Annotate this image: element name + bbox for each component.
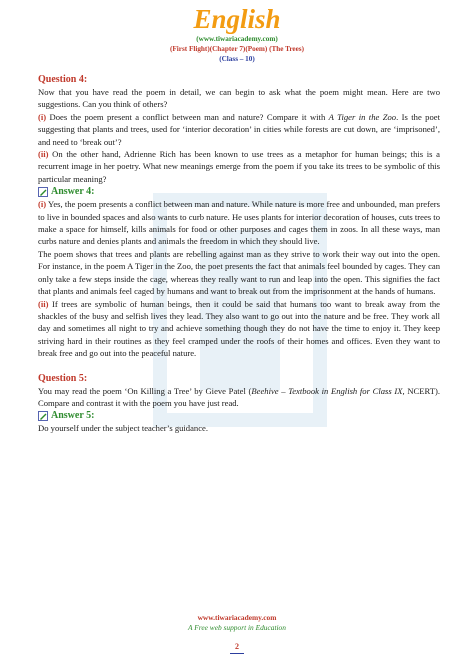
main-content: [38, 73, 440, 435]
part-i-text-b: . Is the poet suggesting that plants and trees, used for ‘interior decoration’ in cities while forests are cut down, are ‘imprisoned’, and need to ‘break out’?: [38, 111, 440, 147]
question-5-text-a: You may read the poem ‘On Killing a Tree’ by Gieve Patel (: [38, 385, 252, 396]
answer-5-text: Do yourself under the subject teacher’s guidance.: [38, 423, 208, 434]
page-footer: [0, 613, 474, 654]
question-4-intro: Now that you have read the poem in detail, we can begin to ask what the poem might mean. Here are two suggestions. Can you think of others?: [38, 87, 440, 110]
website-link[interactable]: (www.tiwariacademy.com): [196, 35, 278, 43]
footer-tagline: A Free web support in Education: [188, 623, 286, 632]
part-i-poem-title: A Tiger in the Zoo: [328, 111, 397, 122]
question-4-part-i: [38, 111, 440, 148]
question-4-part-ii: [38, 148, 440, 185]
answer-5-label: Answer 5:: [51, 410, 95, 422]
answer-ii-marker: (ii): [38, 298, 49, 309]
answer-i-marker: (i): [38, 199, 47, 210]
answer-4-label: Answer 4:: [51, 186, 95, 198]
question-4-heading: Question 4:: [38, 74, 88, 85]
part-i-text-a: Does the poem present a conflict between man and nature? Compare it with: [46, 111, 329, 122]
answer-4-para-ii: [38, 298, 440, 360]
pencil-icon: [38, 187, 48, 197]
answer-5-heading: [38, 409, 440, 422]
answer-4-para-2: The poem shows that trees and plants are rebelling against man as they strive to work their way out into the open. For instance, in the poem A Tiger in the Zoo, the poet presents the fact that animals feel bounded by cages. They can only take a few steps inside the cage, whereas they really want to run and leap into the open. This signifies the fact that plants and animals feel caged by humans and want to break out from the imprisonment at the hands of humans.: [38, 248, 440, 297]
page-number-underline: [230, 653, 244, 654]
question-5-heading: Question 5:: [38, 372, 88, 384]
class-info: (Class – 10): [219, 55, 255, 63]
question-5-book-title: Beehive – Textbook in English for Class IX: [251, 385, 403, 396]
part-i-marker: (i): [38, 111, 47, 122]
answer-4-para-i: [38, 198, 440, 248]
page-header: [0, 4, 474, 64]
page-number: 2: [235, 642, 239, 651]
chapter-info: (First Flight)(Chapter 7)(Poem) (The Trees): [170, 45, 304, 53]
answer-ii-text: If trees are symbolic of human beings, then it could be said that humans too want to break away from the shackles of the busy and selfish lives they lead. They also want to go out into the nature and be free. They work all day and sometimes all night to try and achieve something though they do not have the time to enjoy it. They keep striving hard in their routines as they feel cramped under the roofs of their homes and offices. Even they want to break free and go out into the peaceful nature.: [38, 298, 440, 359]
question-5-text: [38, 385, 440, 410]
answer-i-text: Yes, the poem presents a conflict between man and nature. While nature is more free and unbounded, man prefers to live in bounded spaces and also wants to curb nature. He uses plants for interior decoration of houses, cuts trees to make a space for himself, kills animals for food or other purposes and cages them in zoos. In all these ways, man curbs nature and denies plants and animals the freedom in which they should live.: [38, 199, 440, 247]
spacer: [38, 360, 440, 372]
pencil-icon: [38, 411, 48, 421]
part-ii-text: On the other hand, Adrienne Rich has been known to use trees as a metaphor for human beings; this is a recurrent image in her poetry. What new meanings emerge from the poem if you take its trees to be symbolic of this particular meaning?: [38, 149, 440, 184]
answer-4-heading: [38, 185, 440, 198]
footer-url[interactable]: www.tiwariacademy.com: [197, 613, 277, 622]
part-ii-marker: (ii): [38, 149, 49, 160]
question-5-text-b: , NCERT). Compare and contrast it with the poem you have just read.: [38, 385, 440, 408]
page-title: English: [193, 4, 281, 34]
